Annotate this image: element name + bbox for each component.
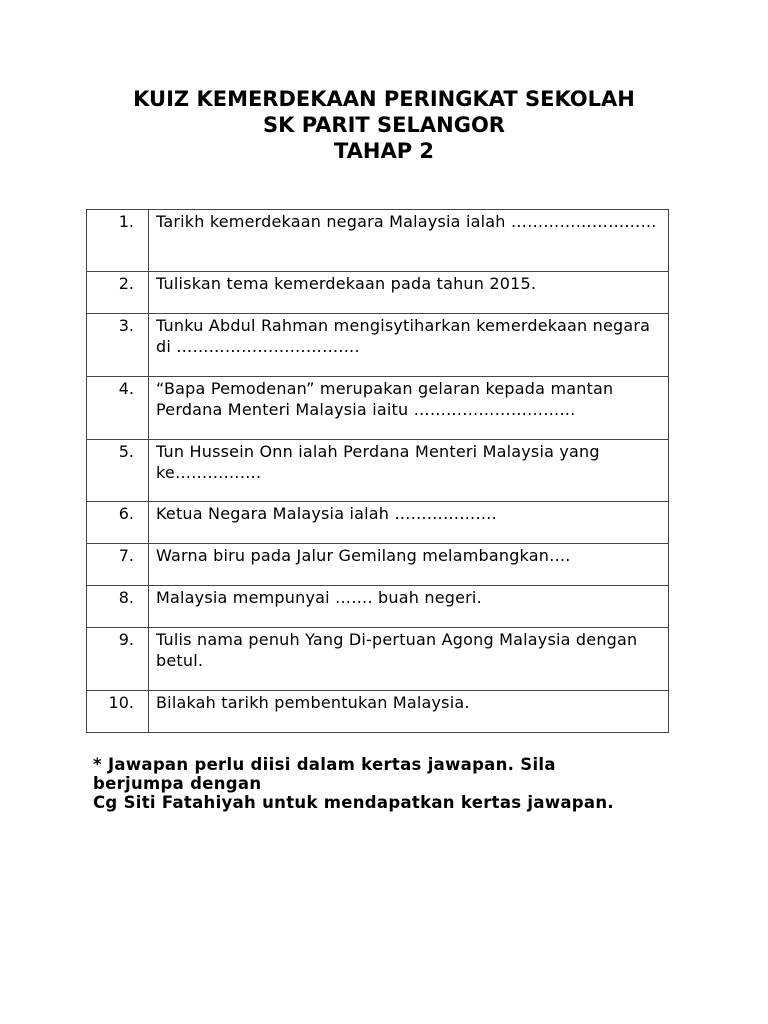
question-number: 3. xyxy=(87,314,149,377)
question-text: Tarikh kemerdekaan negara Malaysia ialah ……………………… xyxy=(149,210,669,272)
question-text: Tun Hussein Onn ialah Perdana Menteri Malaysia yang ke……………. xyxy=(149,440,669,502)
title-line-3: TAHAP 2 xyxy=(333,139,435,163)
question-number: 9. xyxy=(87,628,149,691)
question-number: 8. xyxy=(87,586,149,628)
question-text: Bilakah tarikh pembentukan Malaysia. xyxy=(149,691,669,733)
question-number: 1. xyxy=(87,210,149,272)
question-row-1 xyxy=(87,210,669,272)
question-row-6 xyxy=(87,502,669,544)
question-row-5 xyxy=(87,440,669,502)
question-text: Tuliskan tema kemerdekaan pada tahun 2015. xyxy=(149,272,669,314)
question-row-8 xyxy=(87,586,669,628)
title-line-1: KUIZ KEMERDEKAAN PERINGKAT SEKOLAH xyxy=(133,87,635,111)
question-number: 6. xyxy=(87,502,149,544)
answer-sheet-note xyxy=(93,755,693,812)
note-line-2: berjumpa dengan xyxy=(93,774,262,793)
question-number: 4. xyxy=(87,377,149,440)
question-row-2 xyxy=(87,272,669,314)
question-number: 5. xyxy=(87,440,149,502)
question-number: 2. xyxy=(87,272,149,314)
title-line-2: SK PARIT SELANGOR xyxy=(263,113,505,137)
question-row-9 xyxy=(87,628,669,691)
question-row-10 xyxy=(87,691,669,733)
quiz-title xyxy=(0,86,768,164)
question-number: 10. xyxy=(87,691,149,733)
question-text: “Bapa Pemodenan” merupakan gelaran kepada mantan Perdana Menteri Malaysia iaitu ………………………… xyxy=(149,377,669,440)
note-line-3: Cg Siti Fatahiyah untuk mendapatkan kertas jawapan. xyxy=(93,793,614,812)
question-text: Malaysia mempunyai ……. buah negeri. xyxy=(149,586,669,628)
question-text: Tulis nama penuh Yang Di-pertuan Agong Malaysia dengan betul. xyxy=(149,628,669,691)
question-table xyxy=(86,209,669,733)
note-line-1: * Jawapan perlu diisi dalam kertas jawapan. Sila xyxy=(93,755,556,774)
question-text: Tunku Abdul Rahman mengisytiharkan kemerdekaan negara di ……………………………. xyxy=(149,314,669,377)
question-row-3 xyxy=(87,314,669,377)
question-text: Warna biru pada Jalur Gemilang melambangkan…. xyxy=(149,544,669,586)
question-row-4 xyxy=(87,377,669,440)
question-number: 7. xyxy=(87,544,149,586)
question-text: Ketua Negara Malaysia ialah ………………. xyxy=(149,502,669,544)
question-row-7 xyxy=(87,544,669,586)
